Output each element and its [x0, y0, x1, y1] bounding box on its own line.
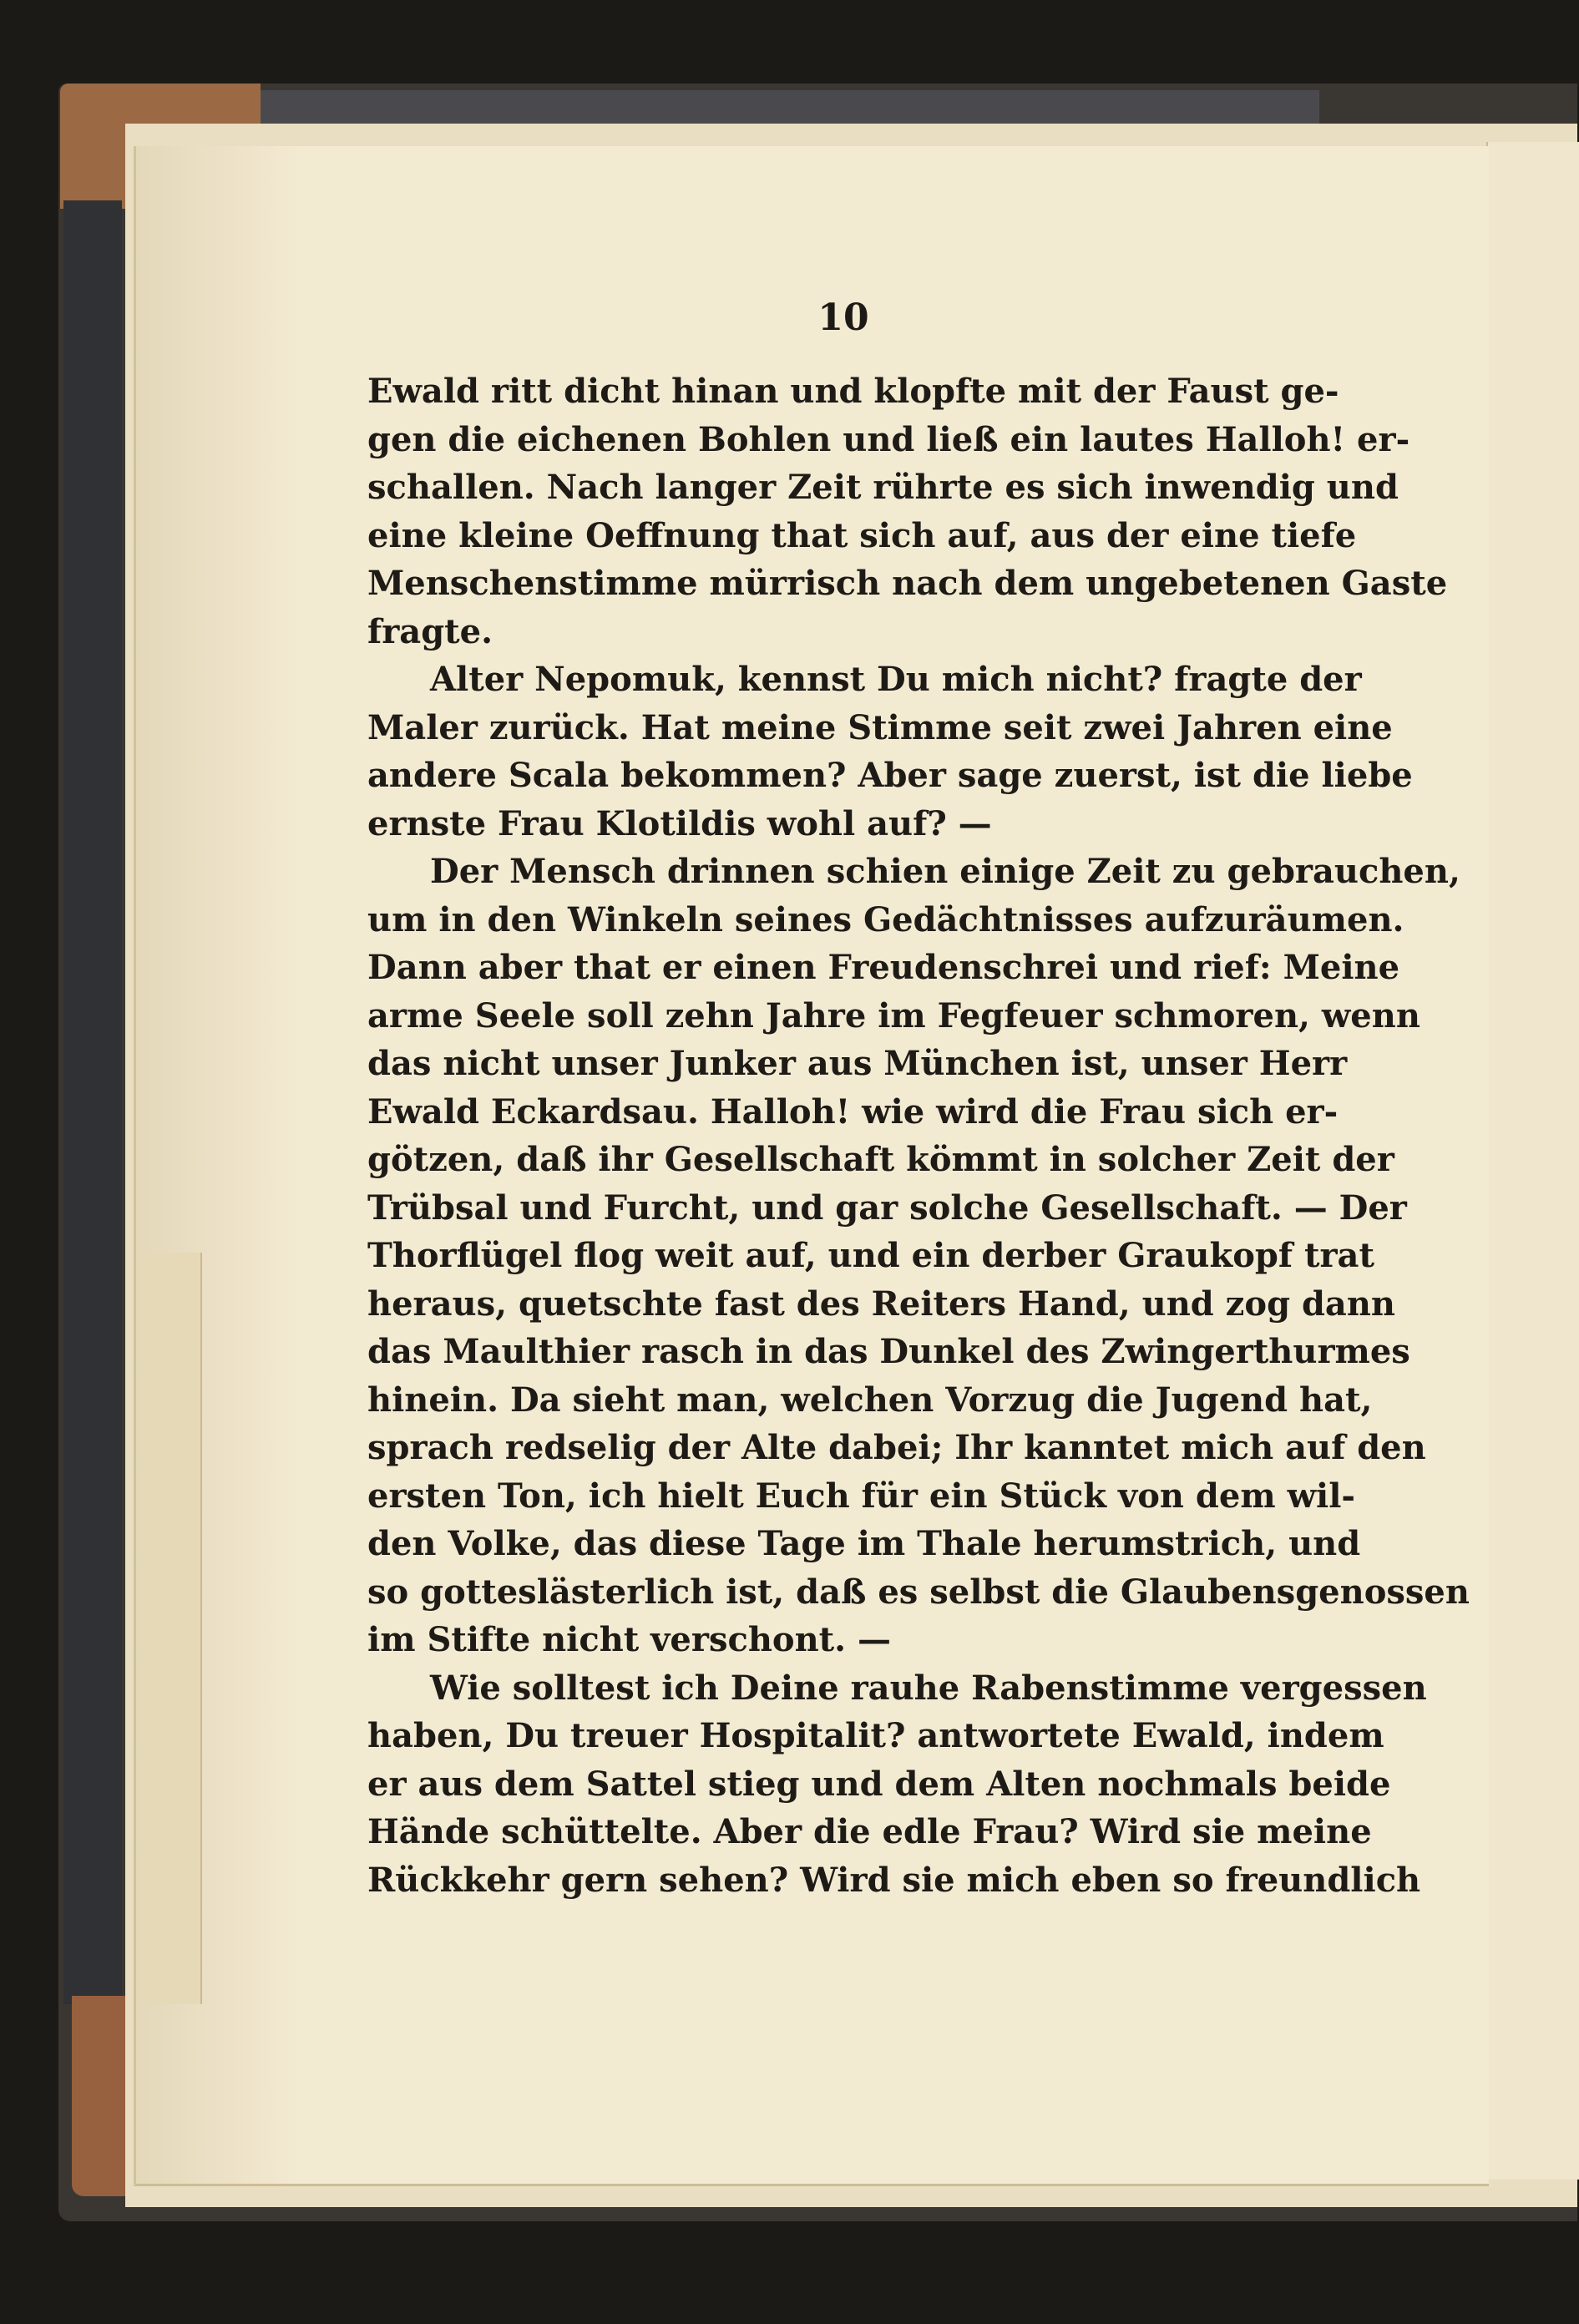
text-line: Thorflügel flog weit auf, und ein derber Graukopf trat: [367, 1236, 1374, 1275]
page-text-body: [367, 367, 1470, 1904]
text-line: so gotteslästerlich ist, daß es selbst die Glaubensgenossen: [367, 1572, 1470, 1612]
text-line: um in den Winkeln seines Gedächtnisses aufzuräumen.: [367, 899, 1404, 939]
text-line: Rückkehr gern sehen? Wird sie mich eben so freundlich: [367, 1860, 1421, 1900]
facing-page-edge: [1486, 142, 1579, 2180]
page-number: 10: [817, 296, 869, 339]
text-line: arme Seele soll zehn Jahre im Fegfeuer schmoren, wenn: [367, 995, 1420, 1035]
text-line: das Maulthier rasch in das Dunkel des Zwingerthurmes: [367, 1332, 1410, 1371]
paragraph: [367, 848, 1470, 1664]
text-line: götzen, daß ihr Gesellschaft kömmt in solcher Zeit der: [367, 1140, 1394, 1179]
paragraph: [367, 656, 1413, 848]
paragraph: [367, 1664, 1427, 1905]
text-line: Der Mensch drinnen schien einige Zeit zu gebrauchen,: [430, 852, 1460, 891]
text-line: gen die eichenen Bohlen und ließ ein lautes Halloh! er-: [367, 419, 1410, 459]
text-line: Ewald ritt dicht hinan und klopfte mit der Faust ge-: [367, 372, 1339, 411]
text-line: ersten Ton, ich hielt Euch für ein Stück von dem wil-: [367, 1476, 1355, 1516]
text-line: schallen. Nach langer Zeit rührte es sich inwendig und: [367, 468, 1399, 507]
text-line: Trübsal und Furcht, und gar solche Gesellschaft. — Der: [367, 1187, 1407, 1228]
text-line: Alter Nepomuk, kennst Du mich nicht? fragte der: [430, 660, 1362, 699]
text-line: sprach redselig der Alte dabei; Ihr kanntet mich auf den: [367, 1428, 1426, 1467]
text-line: Menschenstimme mürrisch nach dem ungebetenen Gaste: [367, 564, 1448, 603]
text-line: hinein. Da sieht man, welchen Vorzug die Jugend hat,: [367, 1380, 1373, 1420]
text-line: haben, Du treuer Hospitalit? antwortete Ewald, indem: [367, 1716, 1384, 1755]
text-line: den Volke, das diese Tage im Thale herumstrich, und: [367, 1524, 1361, 1563]
text-line: Dann aber that er einen Freudenschrei und rief: Meine: [367, 948, 1400, 987]
text-line: er aus dem Sattel stieg und dem Alten nochmals beide: [367, 1764, 1391, 1804]
text-line: Wie solltest ich Deine rauhe Rabenstimme vergessen: [430, 1668, 1427, 1708]
text-line: ernste Frau Klotildis wohl auf? —: [367, 803, 992, 843]
text-line: heraus, quetschte fast des Reiters Hand, und zog dann: [367, 1284, 1396, 1324]
book-spine: [63, 200, 122, 2004]
text-line: fragte.: [367, 611, 493, 651]
text-line: Ewald Eckardsau. Halloh! wie wird die Frau sich er-: [367, 1091, 1339, 1132]
paragraph: [367, 367, 1448, 656]
text-line: das nicht unser Junker aus München ist, unser Herr: [367, 1044, 1348, 1083]
text-line: andere Scala bekommen? Aber sage zuerst, ist die liebe: [367, 756, 1413, 795]
cover-edge: [251, 90, 1319, 125]
torn-page-edge: [142, 1253, 202, 2004]
text-line: Maler zurück. Hat meine Stimme seit zwei Jahren eine: [367, 707, 1393, 747]
text-line: eine kleine Oeffnung that sich auf, aus der eine tiefe: [367, 515, 1357, 555]
text-line: Hände schüttelte. Aber die edle Frau? Wird sie meine: [367, 1812, 1372, 1851]
text-line: im Stifte nicht verschont. —: [367, 1620, 891, 1659]
